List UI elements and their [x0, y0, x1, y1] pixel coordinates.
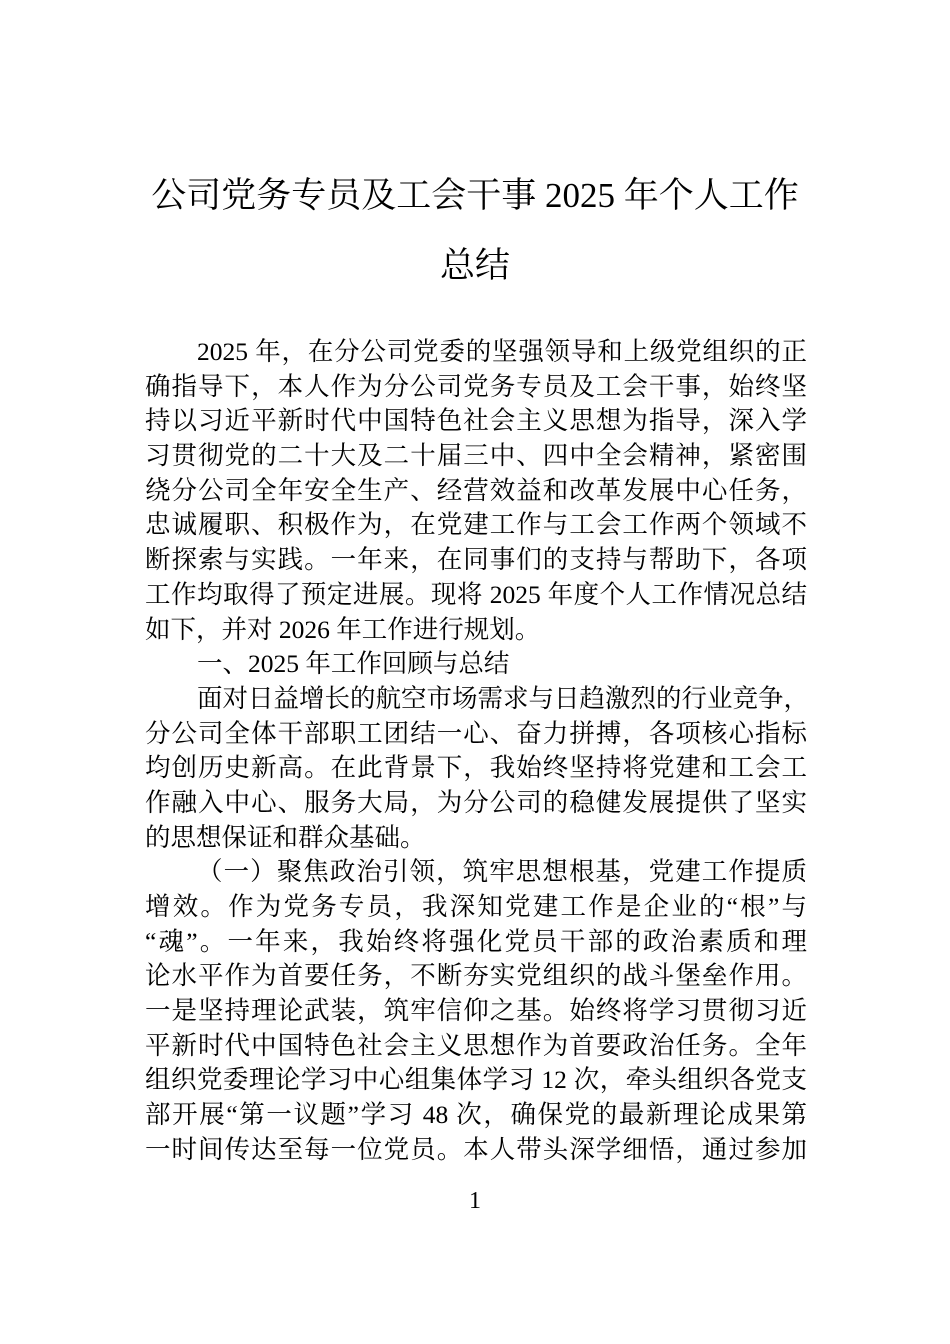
body-text-line: 习贯彻党的二十大及二十届三中、四中全会精神，紧密围 [145, 441, 807, 471]
body-text-line: 增效。作为党务专员，我深知党建工作是企业的“根”与 [145, 892, 807, 921]
body-text-line: 断探索与实践。一年来，在同事们的支持与帮助下，各项 [145, 545, 807, 575]
body-text-line: 面对日益增长的航空市场需求与日趋激烈的行业竞争， [197, 683, 810, 713]
body-text-line: 组织党委理论学习中心组集体学习 12 次，牵头组织各党支 [145, 1065, 807, 1095]
body-text-line: 平新时代中国特色社会主义思想作为首要政治任务。全年 [145, 1030, 807, 1060]
body-text-line: 作融入中心、服务大局，为分公司的稳健发展提供了坚实 [145, 787, 807, 817]
body-text-line: 一是坚持理论武装，筑牢信仰之基。始终将学习贯彻习近 [145, 996, 807, 1026]
body-text-line: 持以习近平新时代中国特色社会主义思想为指导，深入学 [145, 406, 807, 436]
body-text-line: 论水平作为首要任务，不断夯实党组织的战斗堡垒作用。 [145, 961, 807, 991]
body-text-line: 忠诚履职、积极作为，在党建工作与工会工作两个领域不 [145, 510, 807, 540]
body-text-line: 分公司全体干部职工团结一心、奋力拼搏，各项核心指标 [145, 718, 807, 748]
body-text-line: 的思想保证和群众基础。 [145, 822, 426, 852]
document-title-line-1: 公司党务专员及工会干事 2025 年个人工作 [151, 176, 799, 215]
document-body [145, 335, 810, 1168]
document-title-line-2: 总结 [439, 246, 510, 285]
body-text-line: 均创历史新高。在此背景下，我始终坚持将党建和工会工 [145, 753, 807, 783]
body-text-line: “魂”。一年来，我始终将强化党员干部的政治素质和理 [145, 926, 807, 956]
body-text-line: 如下，并对 2026 年工作进行规划。 [145, 614, 541, 644]
page-number: 1 [469, 1188, 481, 1214]
body-text-line: 一、2025 年工作回顾与总结 [197, 649, 510, 679]
body-text-line: 工作均取得了预定进展。现将 2025 年度个人工作情况总结 [145, 579, 807, 609]
body-text-line: 部开展“第一议题”学习 48 次，确保党的最新理论成果第 [145, 1100, 807, 1130]
body-text-line: （一）聚焦政治引领，筑牢思想根基，党建工作提质 [197, 857, 807, 887]
body-text-line: 2025 年，在分公司党委的坚强领导和上级党组织的正 [197, 337, 807, 366]
body-text-line: 绕分公司全年安全生产、经营效益和改革发展中心任务， [145, 475, 807, 505]
body-text-line: 确指导下，本人作为分公司党务专员及工会干事，始终坚 [145, 371, 807, 401]
body-text-line: 一时间传达至每一位党员。本人带头深学细悟，通过参加 [145, 1134, 807, 1164]
